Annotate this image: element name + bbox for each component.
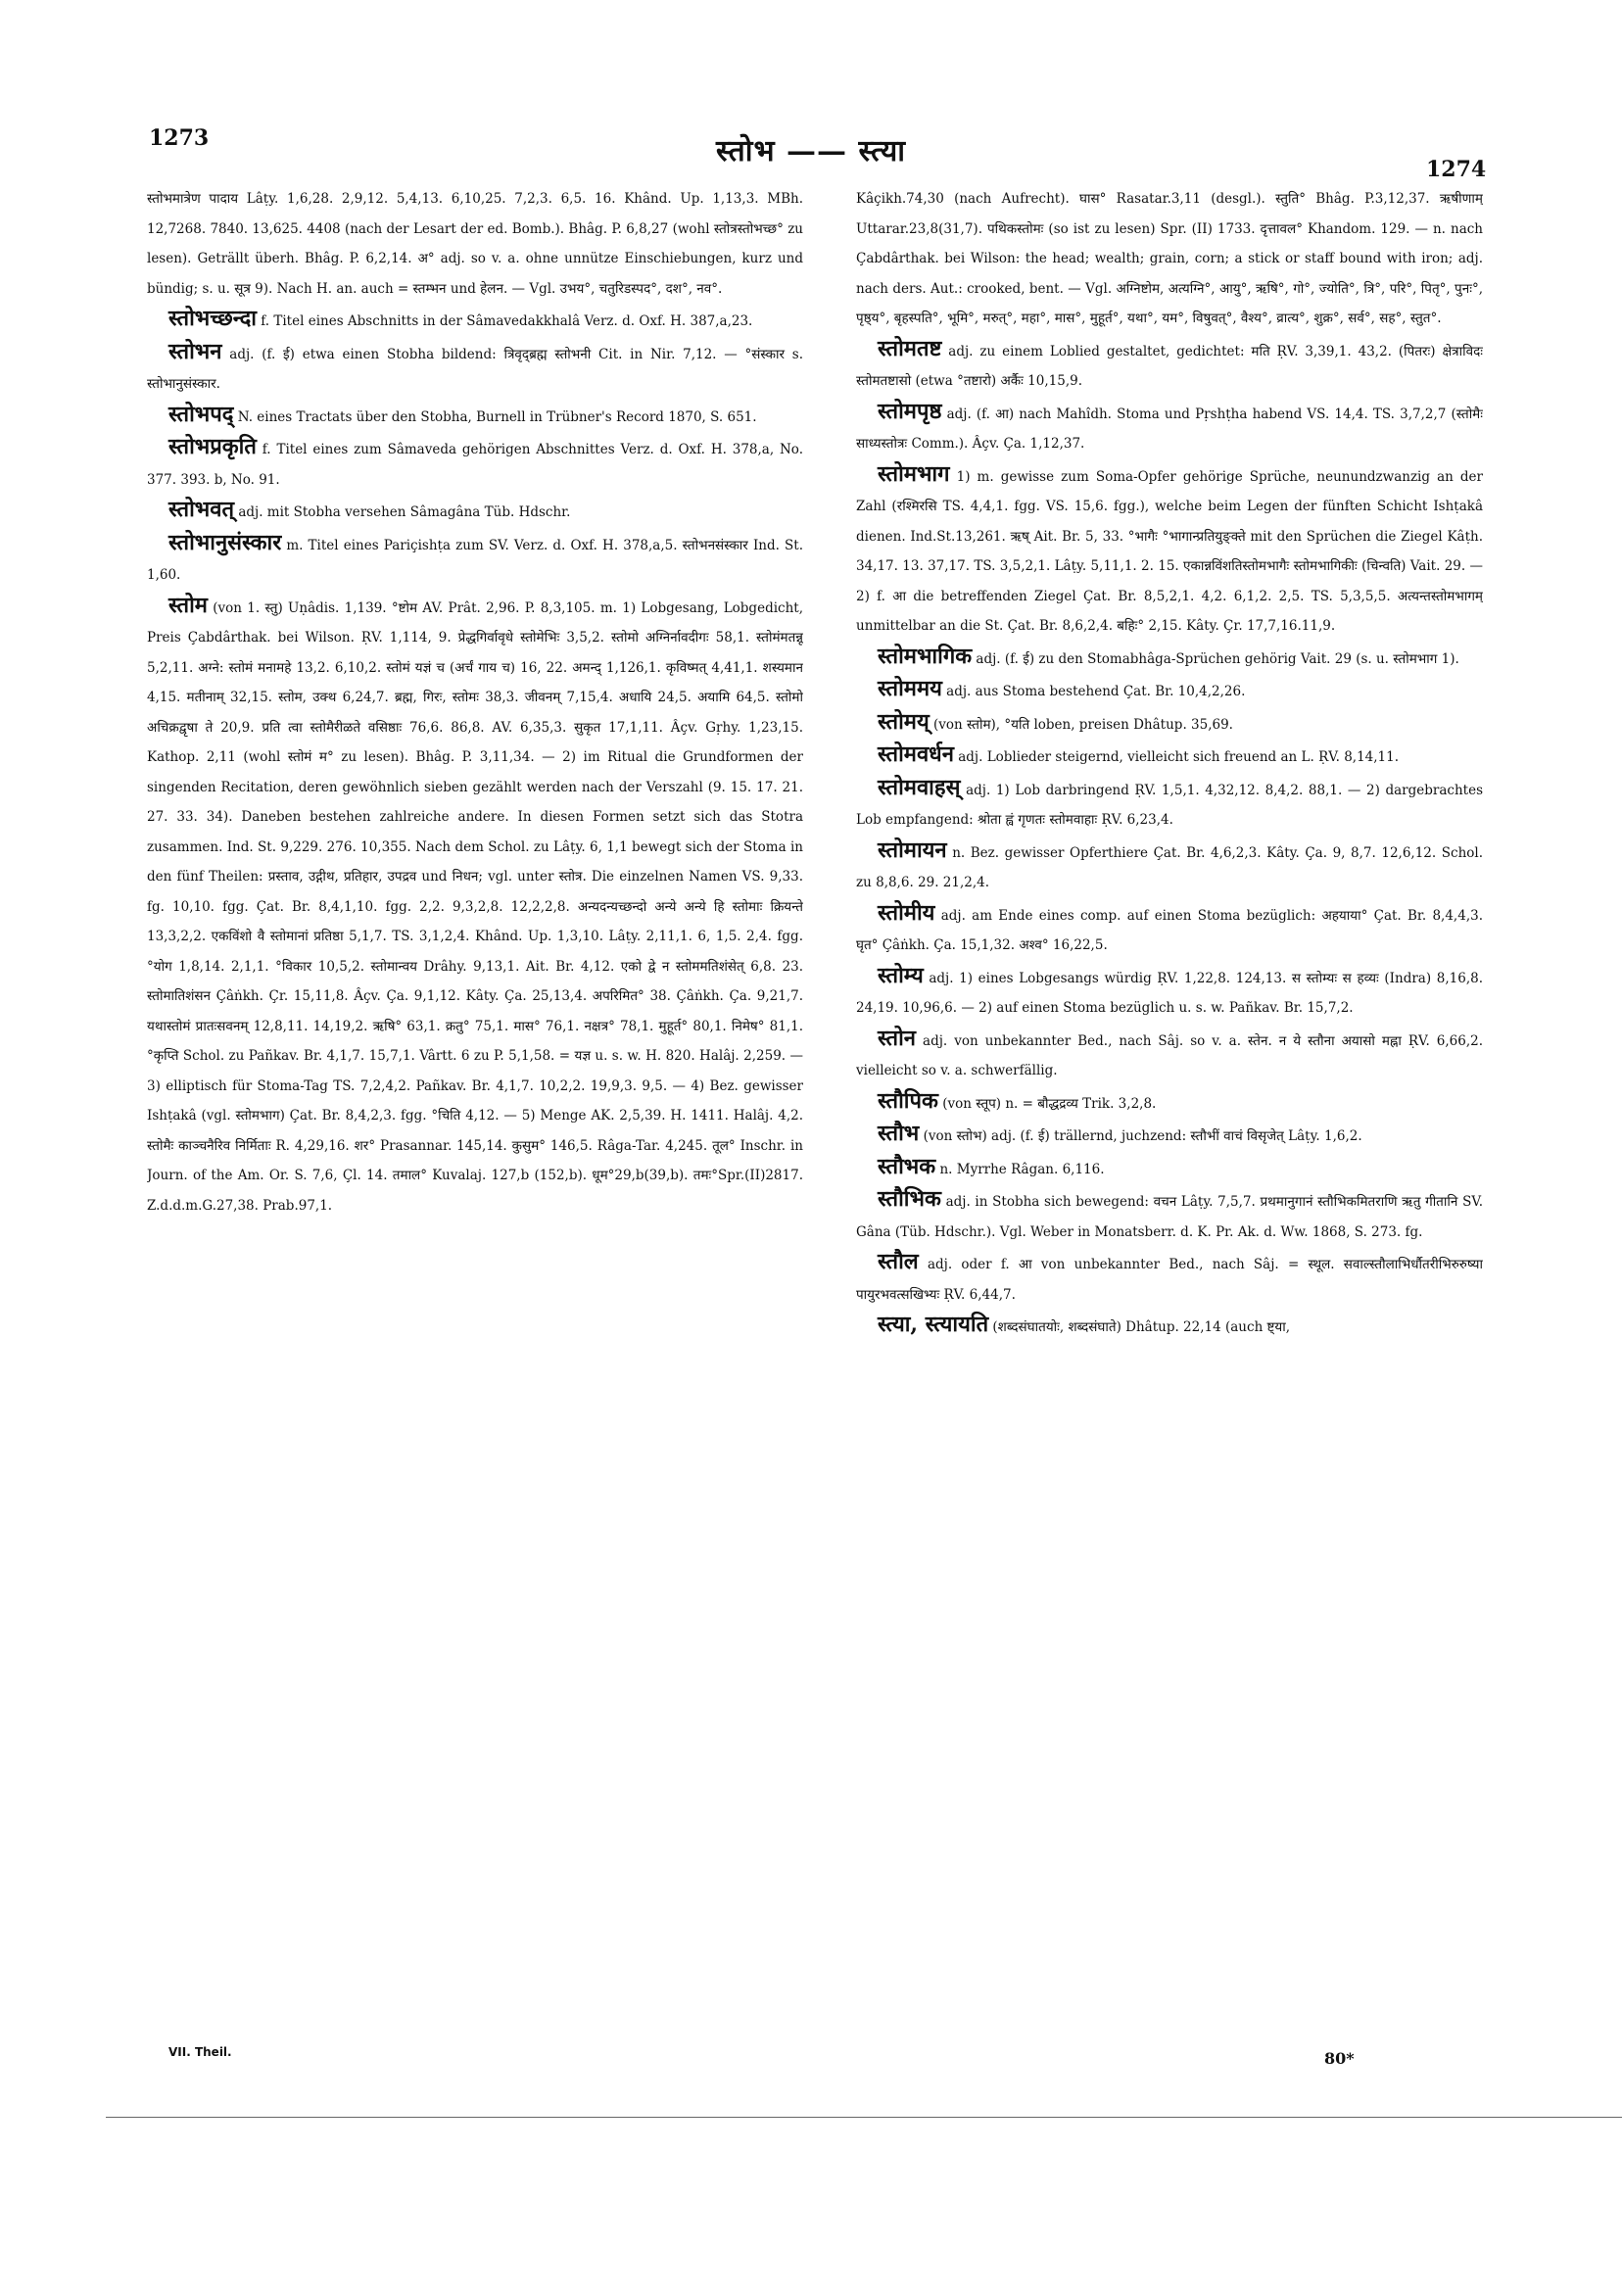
running-headwords: स्तोभ —— स्त्या: [715, 134, 907, 168]
dictionary-entry: [147, 432, 803, 495]
dictionary-entry: [856, 740, 1483, 773]
left-column: [147, 184, 803, 2035]
dictionary-entry: [856, 397, 1483, 459]
entry-text: n. Bez. gewisser Opferthiere Çat. Br. 4,6,2,3. Kâty. Ça. 9, 8,7. 12,6,12. Schol. zu 8,8,6. 29. 21,2,4.: [856, 844, 1483, 890]
entry-text: n. Myrrhe Râgan. 6,116.: [939, 1161, 1105, 1177]
entry-headword: स्तोमायन: [878, 837, 947, 863]
dictionary-entry: [147, 591, 803, 1221]
entry-text: adj. von unbekannter Bed., nach Sâj. so v. a. स्तेन. न ये स्तौना अयासो मह्ना ṚV. 6,66,2. vielleicht so v. a. schwerfällig.: [856, 1032, 1483, 1078]
dictionary-entry: [856, 961, 1483, 1024]
dictionary-entry: [147, 337, 803, 400]
sheet-signature: 80*: [1324, 2049, 1355, 2068]
dictionary-entry: [856, 707, 1483, 741]
dictionary-entry: [856, 1152, 1483, 1185]
dictionary-entry: [856, 1184, 1483, 1247]
entry-text: adj. (f. आ) nach Mahîdh. Stoma und Pṛshṭha habend VS. 14,4. TS. 3,7,2,7 (स्तोमैः साध्यस्तोत्रः Comm.). Âçv. Ça. 1,12,37.: [856, 406, 1483, 452]
entry-text: adj. am Ende eines comp. auf einen Stoma bezüglich: अहयाया° Çat. Br. 8,4,4,3. घृत° Çâṅkh. Ça. 15,1,32. अश्व° 16,22,5.: [856, 907, 1483, 953]
entry-headword: स्तौभ: [878, 1121, 920, 1146]
entry-headword: स्तोमवाहस्: [878, 774, 961, 800]
entry-headword: स्तोभप्रकृति: [168, 434, 257, 459]
entry-text: adj. Loblieder steigernd, vielleicht sich freuend an L. ṚV. 8,14,11.: [958, 749, 1400, 765]
entry-headword: स्तौपिक: [878, 1087, 938, 1114]
entry-text: m. Titel eines Pariçishṭa zum SV. Verz. d. Oxf. H. 378,a,5. स्तोभनसंस्कार Ind. St. 1,60.: [147, 537, 803, 583]
dictionary-entry: [147, 528, 803, 591]
entry-headword: स्तोभवत्: [168, 497, 235, 522]
entry-headword: स्तोमीय: [878, 899, 935, 926]
entry-headword: स्तोमभागिक: [878, 643, 973, 669]
entry-headword: स्तौभिक: [878, 1186, 941, 1212]
entry-headword: स्तोभच्छन्दा: [168, 306, 257, 331]
entry-text: (von स्तोभ) adj. (f. ई) trällernd, juchzend: स्तौभीं वाचं विसृजेत् Lâṭy. 1,6,2.: [923, 1128, 1362, 1144]
entry-text: adj. aus Stoma bestehend Çat. Br. 10,4,2,26.: [946, 684, 1246, 699]
entry-headword: स्तोम: [168, 592, 208, 618]
entry-text: adj. zu einem Loblied gestaltet, gedichtet: मति ṚV. 3,39,1. 43,2. (पितरः) क्षेत्राविदः स्तोमतष्टासो (etwa °तष्टारो) अर्कैः 10,15,9.: [856, 343, 1483, 389]
dictionary-entry: [147, 495, 803, 528]
dictionary-entry: [856, 642, 1483, 675]
entry-text: adj. 1) eines Lobgesangs würdig ṚV. 1,22,8. 124,13. स स्तोम्यः स हव्यः (Indra) 8,16,8. 24,19. 10,96,6. — 2) auf einen Stoma bezüglich u. s. w. Pañkav. Br. 15,7,2.: [856, 970, 1483, 1016]
entry-headword: स्तोभपद्: [168, 401, 234, 427]
entry-headword: स्तोमपृष्ठ: [878, 398, 942, 424]
entry-text: adj. mit Stobha versehen Sâmagâna Tüb. Hdschr.: [238, 504, 571, 520]
footer-rule: [106, 2117, 1622, 2118]
dictionary-entry: [856, 1086, 1483, 1120]
entry-headword: स्तौल: [878, 1249, 919, 1274]
dictionary-entry: [856, 1247, 1483, 1310]
page-number-right: 1274: [1426, 157, 1487, 182]
page-number-left: 1273: [149, 125, 210, 151]
entry-text: (von 1. स्तु) Uṇâdis. 1,139. °ष्टोम AV. Prât. 2,96. P. 8,3,105. m. 1) Lobgesang, Lobgedicht, Preis Çabdârthak. bei Wilson. ṚV. 1,114, 9. प्रेद्धगिर्वावृधे स्तोमेभिः 3,5,2. स्तोमो अग्निर्नावदीगः 58,1. स्तोमंमतन्नू 5,2,11. अग्ने: स्तोमं मनामहे 13,2. 6,10,2. स्तोमं यज्ञं च (अर्चं गाय च) 16, 22. अमन्द् 1,126,1. कृविष्मत् 4,41,1. शस्यमान 4,15. मतीनाम् 32,15. स्तोम, उक्थ 6,24,7. ब्रह्म, गिरः, स्तोमः 38,3. जीवनम् 7,15,4. अधायि 24,5. अयामि 64,5. स्तोमो अचिक्रद्वृषा ते 20,9. प्रति त्वा स्तोमैरीळते वसिष्ठाः 76,6. 86,8. AV. 6,35,3. सुकृत 17,1,11. Âçv. Gṛhy. 1,23,15. Kathop. 2,11 (wohl स्तोमं म° zu lesen). Bhâg. P. 3,11,34. — 2) im Ritual die Grundformen der singenden Recitation, deren gewöhnlich sieben gezählt werden nach der Verszahl (9. 15. 17. 21. 27. 33. 34). Daneben bestehen zahlreiche andere. In diesen Formen setzt sich das Stotra zusammen. Ind. St. 9,229. 276. 10,355. Nach dem Schol. zu Lâṭy. 6, 1,1 bewegt sich der Stoma in den fünf Theilen: प्रस्ताव, उद्गीथ, प्रतिहार, उपद्रव und निधन; vgl. unter स्तोत्र. Die einzelnen Namen VS. 9,33. fg. 10,10. fgg. Çat. Br. 8,4,1,10. fgg. 2,2. 9,3,2,8. 12,2,2,8. अन्यदन्यच्छन्दो अन्ये अन्ये हि स्तोमाः क्रियन्ते 13,3,2,2. एकविंशो वै स्तोमानां प्रतिष्ठा 5,1,7. TS. 3,1,2,4. Khând. Up. 1,3,10. Lâṭy. 2,11,1. 6, 1,5. 2,4. fgg. °योग 1,8,14. 2,1,1. °विकार 10,5,2. स्तोमान्वय Drâhy. 9,13,1. Ait. Br. 4,12. एको द्वे न स्तोममतिशंसेत् 6,8. 23. स्तोमातिशंसन Çâṅkh. Çr. 15,11,8. Âçv. Ça. 9,1,12. Kâty. Ça. 25,13,4. अपरिमित° 38. Çâṅkh. Ça. 9,21,7. यथास्तोमं प्रातःसवनम् 12,8,11. 14,19,2. ऋषि° 63,1. क्रतु° 75,1. मास° 76,1. नक्षत्र° 78,1. मुहूर्त° 80,1. निमेष° 81,1. °कृप्ति Schol. zu Pañkav. Br. 4,1,7. 15,7,1. Vârtt. 6 zu P. 5,1,58. = यज्ञ u. s. w. H. 820. Halâj. 2,259. — 3) elliptisch für Stoma-Tag TS. 7,2,4,2. Pañkav. Br. 4,1,7. 10,2,2. 19,9,3. 9,5. — 4) Bez. gewisser Ishṭakâ (vgl. स्तोमभाग) Çat. Br. 8,4,2,3. fgg. °चिति 4,12. — 5) Menge AK. 2,5,39. H. 1411. Halâj. 4,2. स्तोमैः काञ्चनैरिव निर्मिताः R. 4,29,16. शर° Prasannar. 145,14. कुसुम° 146,5. Râga-Tar. 4,245. तूल° Inschr. in Journ. of the Am. Or. S. 7,6, Çl. 14. तमाल° Kuvalaj. 127,b (152,b). धूम°29,b(39,b). तमः°Spr.(II)2817. Z.d.d.m.G.27,38. Prab.97,1.: [147, 599, 803, 1214]
entry-headword: स्तोमभाग: [878, 460, 950, 487]
entry-headword: स्तोमवर्धन: [878, 741, 954, 767]
dictionary-entry: [856, 459, 1483, 642]
entry-text: f. Titel eines zum Sâmaveda gehörigen Abschnittes Verz. d. Oxf. H. 378,a, No. 377. 393. b, No. 91.: [147, 442, 803, 488]
entry-text: (शब्दसंघातयोः, शब्दसंघाते) Dhâtup. 22,14 (auch ष्ट्या,: [992, 1319, 1291, 1335]
dictionary-entry: [856, 898, 1483, 961]
entry-text: adj. in Stobha sich bewegend: वचन Lâṭy. 7,5,7. प्रथमानुगानं स्तौभिकमितराणि ऋतु गीतानि SV. Gâna (Tüb. Hdschr.). Vgl. Weber in Monatsberr. d. K. Pr. Ak. d. Ww. 1868, S. 273. fg.: [856, 1194, 1483, 1240]
entry-headword: स्तोमतष्ट: [878, 335, 942, 361]
entry-headword: स्तोम्य: [878, 962, 924, 988]
dictionary-entry: [856, 836, 1483, 898]
dictionary-entry: [856, 1310, 1483, 1343]
entry-headword: स्तोमय्: [878, 708, 930, 735]
entry-headword: स्त्या, स्त्यायति: [878, 1312, 989, 1337]
dictionary-entry: [856, 674, 1483, 707]
entry-text: Kâçikh.74,30 (nach Aufrecht). घास° Rasatar.3,11 (desgl.). स्तुति° Bhâg. P.3,12,37. ऋषीणाम् Uttarar.23,8(31,7). पथिकस्तोमः (so ist zu lesen) Spr. (II) 1733. दृत्तावल° Khandom. 129. — n. nach Çabdârthak. bei Wilson: the head; wealth; grain, corn; a stick or staff bound with iron; adj. nach ders. Aut.: crooked, bent. — Vgl. अग्निष्टोम, अत्यग्नि°, आयु°, ऋषि°, गो°, ज्योति°, त्रि°, परि°, पितृ°, पुनः°, पृष्ठ्य°, बृहस्पति°, भूमि°, मरुत्°, महा°, मास°, मुहूर्त°, यथा°, यम°, विषुवत्°, वैश्य°, व्रात्य°, शुक्र°, सर्व°, सह°, स्तुत°.: [856, 191, 1483, 326]
right-column: [856, 184, 1483, 2035]
entry-headword: स्तोन: [878, 1025, 917, 1051]
entry-text: (von स्तूप) n. = बौद्धद्रव्य Trik. 3,2,8.: [942, 1095, 1157, 1112]
volume-label: VII. Theil.: [168, 2045, 232, 2059]
entry-text: adj. oder f. आ von unbekannter Bed., nach Sâj. = स्थूल. सवाल्स्तौलाभिर्धौतरीभिरुरुष्या पायुरभवत्सखिभ्यः ṚV. 6,44,7.: [856, 1257, 1483, 1303]
entry-text: स्तोभमात्रेण पादाय Lâṭy. 1,6,28. 2,9,12. 5,4,13. 6,10,25. 7,2,3. 6,5. 16. Khând. Up. 1,13,3. MBh. 12,7268. 7840. 13,625. 4408 (nach der Lesart der ed. Bomb.). Bhâg. P. 6,8,27 (wohl स्तोत्रस्तोभच्छ° zu lesen). Geträllt überh. Bhâg. P. 6,2,14. अ° adj. so v. a. ohne unnütze Einschiebungen, kurz und bündig; s. u. सूत्र 9). Nach H. an. auch = स्तम्भन und हेलन. — Vgl. उभय°, चतुरिडस्पद°, दश°, नव°.: [147, 191, 803, 297]
entry-headword: स्तौभक: [878, 1153, 936, 1179]
dictionary-entry: [856, 1119, 1483, 1152]
dictionary-entry: [147, 184, 803, 304]
dictionary-entry: [856, 334, 1483, 397]
dictionary-entry: [856, 1024, 1483, 1086]
entry-text: adj. 1) Lob darbringend ṚV. 1,5,1. 4,32,12. 8,4,2. 88,1. — 2) dargebrachtes Lob empfangend: श्रोता ह्वं गृणतः स्तोमवाहाः ṚV. 6,23,4.: [856, 782, 1483, 828]
entry-text: N. eines Tractats über den Stobha, Burnell in Trübner's Record 1870, S. 651.: [237, 408, 757, 425]
dictionary-entry: [147, 304, 803, 337]
entry-text: 1) m. gewisse zum Soma-Opfer gehörige Sprüche, neunundzwanzig an der Zahl (रश्मिरसि TS. 4,4,1. fgg. VS. 15,6. fgg.), welche beim Legen der fünften Schicht Ishṭakâ dienen. Ind.St.13,261. ऋष् Ait. Br. 5, 33. °भागैः °भागान्प्रतियुङ्क्ते mit den Sprüchen die Ziegel Kâṭh. 34,17. 13. 37,17. TS. 3,5,2,1. Lâṭy. 5,11,1. 2. 15. एकान्नविंशतिस्तोमभागैः स्तोमभागिकीः (चिन्वति) Vait. 29. — 2) f. आ die betreffenden Ziegel Çat. Br. 8,5,2,1. 4,2. 6,1,2. 2,5. TS. 5,3,5,5. अत्यन्तस्तोमभागम् unmittelbar an die St. Çat. Br. 8,6,2,4. बहिः° 2,15. Kâty. Çr. 17,7,16.11,9.: [856, 468, 1483, 634]
entry-headword: स्तोममय: [878, 676, 942, 701]
entry-text: adj. (f. ई) etwa einen Stobha bildend: त्रिवृद्ब्रह्म स्तोभनी Cit. in Nir. 7,12. — °संस्कार s. स्तोभानुसंस्कार.: [147, 346, 803, 392]
dictionary-entry: [856, 773, 1483, 836]
entry-headword: स्तोभन: [168, 338, 222, 364]
entry-text: adj. (f. ई) zu den Stomabhâga-Sprüchen gehörig Vait. 29 (s. u. स्तोमभाग 1).: [976, 650, 1459, 667]
entry-headword: स्तोभानुसंस्कार: [168, 529, 282, 555]
entry-text: (von स्तोम), °यति loben, preisen Dhâtup. 35,69.: [933, 716, 1233, 733]
dictionary-entry: [856, 184, 1483, 334]
entry-text: f. Titel eines Abschnitts in der Sâmavedakkhalâ Verz. d. Oxf. H. 387,a,23.: [261, 313, 753, 329]
dictionary-entry: [147, 400, 803, 433]
